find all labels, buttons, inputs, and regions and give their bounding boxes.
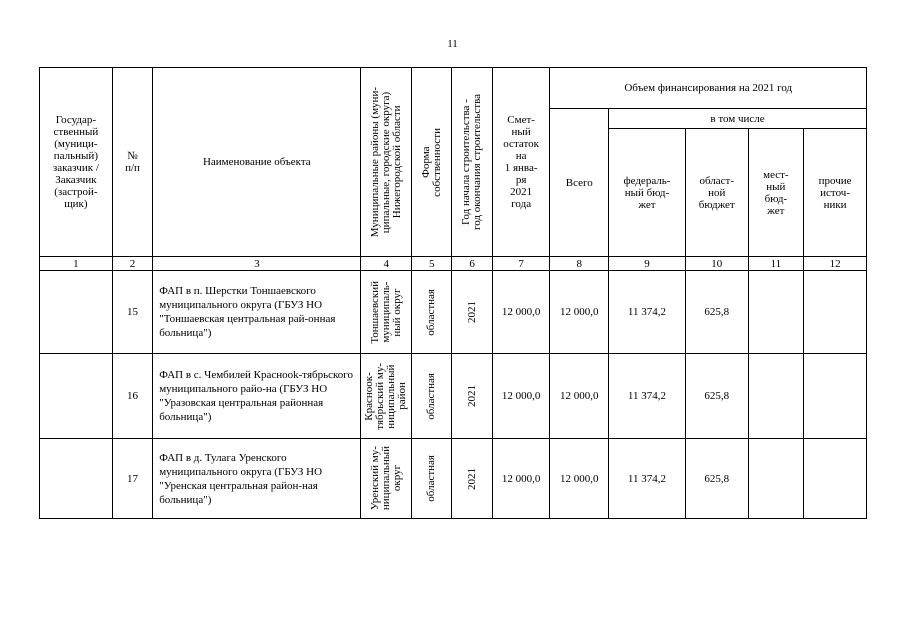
row-customer: [40, 439, 113, 519]
row-district: Тоншаевский муниципаль- ный округ: [368, 280, 403, 344]
row-district-cell: [361, 271, 412, 354]
col-number: 10: [685, 257, 748, 271]
col-number: 9: [609, 257, 686, 271]
row-ownership-cell: [411, 271, 451, 354]
header-ownership-cell: [411, 68, 451, 257]
header-years-cell: [452, 68, 492, 257]
row-object-name: ФАП в д. Тулага Уренского муниципального округа (ГБУЗ НО "Уренская центральная район-ная больница"): [153, 439, 361, 519]
col-number: 1: [40, 257, 113, 271]
col-number: 7: [492, 257, 550, 271]
header-total: Всего: [550, 109, 609, 257]
col-number: 5: [411, 257, 451, 271]
header-districts: Муниципальные районы (муни- ципальные, городские округа) Нижегородской области: [368, 86, 403, 238]
row-number: 16: [112, 354, 152, 439]
row-federal: 11 374,2: [609, 354, 686, 439]
row-object-name: ФАП в п. Шерстки Тоншаевского муниципального округа (ГБУЗ НО "Тоншаевская центральная рай-онная больница"): [153, 271, 361, 354]
row-total: 12 000,0: [550, 439, 609, 519]
row-other: [804, 271, 867, 354]
row-object-name: ФАП в с. Чембилей Краснооk-тябрьского муниципального райо-на (ГБУЗ НО "Уразовская центральная районная больница"): [153, 354, 361, 439]
col-number: 2: [112, 257, 152, 271]
row-balance: 12 000,0: [492, 354, 550, 439]
header-number: № п/п: [112, 68, 152, 257]
header-object-name: Наименование объекта: [153, 68, 361, 257]
table-row: [40, 354, 867, 439]
row-customer: [40, 271, 113, 354]
header-districts-cell: [361, 68, 412, 257]
row-local: [748, 439, 804, 519]
col-number: 3: [153, 257, 361, 271]
row-local: [748, 354, 804, 439]
row-year: 2021: [465, 301, 478, 323]
row-year-cell: [452, 271, 492, 354]
row-local: [748, 271, 804, 354]
col-number: 6: [452, 257, 492, 271]
row-ownership: областная: [425, 455, 438, 502]
row-other: [804, 439, 867, 519]
row-customer: [40, 354, 113, 439]
header-local: мест- ный бюд- жет: [748, 129, 804, 257]
row-ownership: областная: [425, 372, 438, 420]
row-total: 12 000,0: [550, 271, 609, 354]
row-district-cell: [361, 354, 412, 439]
header-including: в том числе: [609, 109, 867, 129]
financing-table: [39, 67, 867, 519]
table-row: [40, 271, 867, 354]
row-ownership-cell: [411, 354, 451, 439]
row-year-cell: [452, 439, 492, 519]
column-number-row: [40, 257, 867, 271]
row-regional: 625,8: [685, 354, 748, 439]
header-financing: Объем финансирования на 2021 год: [550, 68, 867, 109]
row-federal: 11 374,2: [609, 439, 686, 519]
row-regional: 625,8: [685, 271, 748, 354]
row-balance: 12 000,0: [492, 439, 550, 519]
page-number: 11: [447, 38, 458, 50]
col-number: 8: [550, 257, 609, 271]
header-ownership: Форма собственности: [419, 127, 443, 197]
row-other: [804, 354, 867, 439]
header-customer: Государ- ственный (муници- пальный) заказчик / Заказчик (застрой- щик): [40, 68, 113, 257]
row-ownership: областная: [425, 288, 438, 336]
row-year: 2021: [465, 467, 478, 490]
row-federal: 11 374,2: [609, 271, 686, 354]
row-total: 12 000,0: [550, 354, 609, 439]
row-number: 15: [112, 271, 152, 354]
col-number: 4: [361, 257, 412, 271]
header-years: Год начала строительства - год окончания строительства: [460, 94, 484, 230]
row-district-cell: [361, 439, 412, 519]
row-year: 2021: [465, 385, 478, 407]
row-district: Уренский му- ниципальный округ: [368, 446, 403, 511]
row-balance: 12 000,0: [492, 271, 550, 354]
row-regional: 625,8: [685, 439, 748, 519]
row-ownership-cell: [411, 439, 451, 519]
header-balance: Смет- ный остаток на 1 янва- ря 2021 года: [492, 68, 550, 257]
row-year-cell: [452, 354, 492, 439]
row-number: 17: [112, 439, 152, 519]
header-other: прочие источ- ники: [804, 129, 867, 257]
table-row: [40, 439, 867, 519]
row-district: Красноок- тябрьский му- ниципальный район: [363, 362, 409, 430]
col-number: 12: [804, 257, 867, 271]
col-number: 11: [748, 257, 804, 271]
header-regional: област- ной бюджет: [685, 129, 748, 257]
header-federal: федераль- ный бюд- жет: [609, 129, 686, 257]
